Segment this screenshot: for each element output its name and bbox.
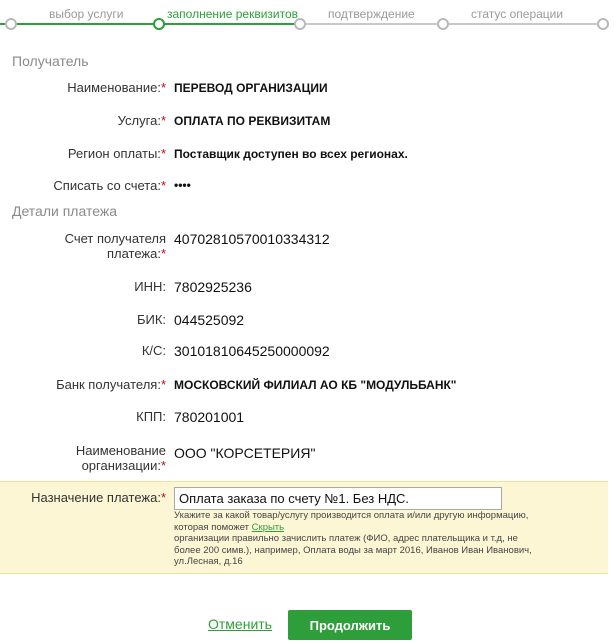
org-name-label: Наименование организации:* [75, 443, 166, 473]
step-label-confirm: подтверждение [328, 7, 415, 21]
service-label: Услуга:* [117, 113, 166, 128]
name-value: ПЕРЕВОД ОРГАНИЗАЦИИ [174, 81, 328, 95]
ks-label: К/С: [141, 343, 166, 358]
step-dot-end [597, 18, 609, 30]
kpp-label: КПП: [136, 409, 166, 424]
progress-line-done [0, 23, 158, 25]
inn-label: ИНН: [134, 279, 166, 294]
progress-steps [0, 0, 616, 34]
kpp-value: 780201001 [174, 409, 245, 425]
ks-value: 30101810645250000092 [174, 343, 330, 359]
recipient-account-label: Счет получателя платежа:* [64, 231, 166, 261]
service-value: ОПЛАТА ПО РЕКВИЗИТАМ [174, 114, 331, 128]
step-dot-start [5, 18, 17, 30]
progress-line-pending [298, 23, 608, 25]
step-dot-4 [437, 18, 449, 30]
section-title-recipient: Получатель [12, 53, 89, 69]
purpose-label: Назначение платежа:* [31, 490, 166, 505]
step-label-select-service: выбор услуги [49, 7, 124, 21]
bik-label: БИК: [136, 312, 166, 327]
region-label: Регион оплаты:* [67, 146, 166, 161]
cancel-link[interactable]: Отменить [208, 616, 272, 632]
name-label: Наименование:* [67, 80, 166, 95]
step-label-status: статус операции [471, 7, 564, 21]
purpose-hint: Укажите за какой товар/услугу производится оплата и/или другую информацию, которая поможет Скрыть организации правильно зачислить платеж (ФИО, адрес плательщика и т.д, не более 200 симв.), например, Оплата воды за март 2016, Иванов Иван Иванович, ул.Лесная, д.16 [174, 510, 532, 567]
recipient-account-value: 40702810570010334312 [174, 231, 330, 247]
purpose-input[interactable] [174, 487, 502, 510]
account-value[interactable]: •••• [174, 178, 191, 192]
progress-line-active [158, 23, 298, 25]
bik-value: 044525092 [174, 312, 245, 328]
step-dot-2 [153, 18, 165, 30]
bank-value: МОСКОВСКИЙ ФИЛИАЛ АО КБ "МОДУЛЬБАНК" [174, 378, 457, 392]
region-value: Поставщик доступен во всех регионах. [174, 147, 408, 161]
step-label-fill-details: заполнение реквизитов [167, 7, 299, 21]
section-title-details: Детали платежа [12, 203, 117, 219]
account-label: Списать со счета:* [53, 178, 166, 193]
bank-label: Банк получателя:* [56, 377, 166, 392]
continue-button[interactable]: Продолжить [288, 610, 412, 640]
org-name-value: ООО "КОРСЕТЕРИЯ" [174, 445, 316, 461]
hide-hint-link[interactable]: Скрыть [251, 521, 285, 533]
inn-value: 7802925236 [174, 279, 252, 295]
